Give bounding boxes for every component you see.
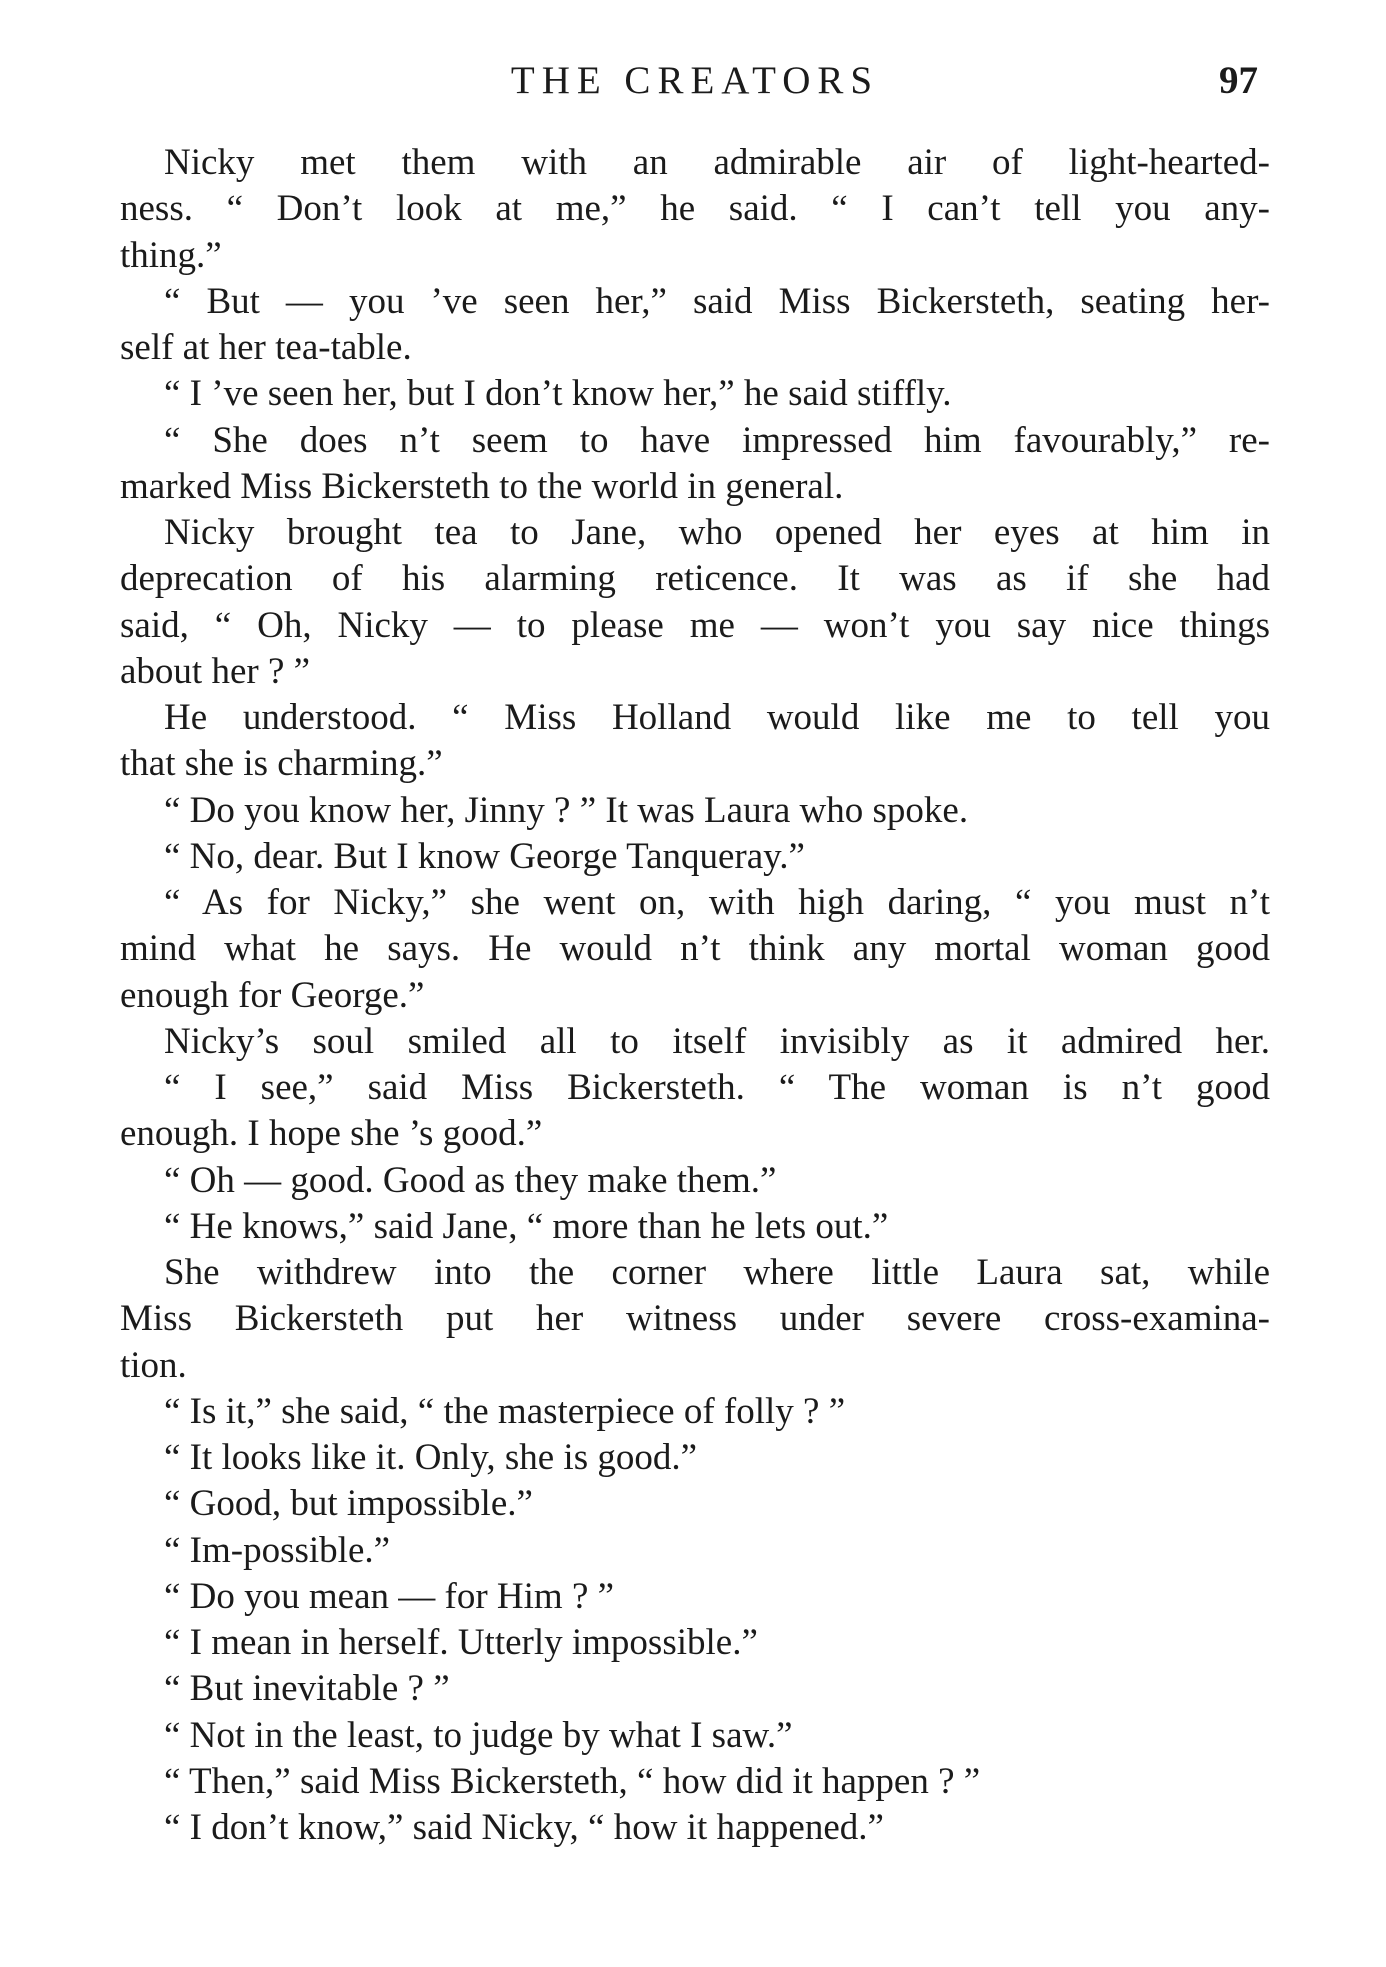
text-line: “ Im-possible.”	[164, 1529, 391, 1571]
text-line: “ Is it,” she said, “ the masterpiece of folly ? ”	[164, 1390, 846, 1432]
text-line: Nicky brought tea to Jane, who opened her eyes at him in	[164, 512, 1270, 553]
text-line: “ Good, but impossible.”	[164, 1483, 533, 1525]
text-line: “ No, dear. But I know George Tanqueray.”	[164, 835, 805, 877]
text-line: Nicky met them with an admirable air of light-hearted-	[164, 142, 1270, 183]
text-line: Nicky’s soul smiled all to itself invisibly as it admired her.	[164, 1020, 1270, 1062]
text-line: said, “ Oh, Nicky — to please me — won’t you say nice things	[120, 604, 1270, 646]
text-line: “ As for Nicky,” she went on, with high daring, “ you must n’t	[164, 882, 1270, 923]
text-line: self at her tea-table.	[120, 327, 412, 368]
text-line: “ But inevitable ? ”	[164, 1668, 450, 1710]
text-line: that she is charming.”	[120, 743, 443, 785]
body-text	[120, 140, 1270, 1851]
text-line: “ But — you ’ve seen her,” said Miss Bickersteth, seating her-	[164, 280, 1270, 322]
text-line: “ Do you mean — for Him ? ”	[164, 1575, 615, 1617]
text-line: “ I mean in herself. Utterly impossible.”	[164, 1622, 758, 1663]
text-line: tion.	[120, 1344, 187, 1386]
text-line: “ I ’ve seen her, but I don’t know her,” he said stiffly.	[164, 373, 952, 415]
text-line: Miss Bickersteth put her witness under severe cross-examina-	[120, 1298, 1270, 1340]
page-header	[120, 56, 1270, 106]
page-number: 97	[1219, 59, 1258, 102]
text-line: “ Not in the least, to judge by what I saw.”	[164, 1714, 793, 1756]
text-line: thing.”	[120, 234, 222, 276]
text-line: “ I see,” said Miss Bickersteth. “ The woman is n’t good	[164, 1067, 1270, 1108]
text-line: He understood. “ Miss Holland would like me to tell you	[164, 697, 1270, 738]
book-page	[120, 0, 1270, 1967]
text-line: “ Then,” said Miss Bickersteth, “ how did it happen ? ”	[164, 1760, 981, 1802]
text-line: deprecation of his alarming reticence. It was as if she had	[120, 558, 1270, 600]
text-line: “ I don’t know,” said Nicky, “ how it happened.”	[164, 1807, 884, 1848]
text-line: mind what he says. He would n’t think any mortal woman good	[120, 928, 1270, 970]
text-line: “ Oh — good. Good as they make them.”	[164, 1159, 777, 1201]
running-title: THE CREATORS	[510, 59, 880, 102]
text-line: enough. I hope she ’s good.”	[120, 1113, 543, 1155]
text-line: enough for George.”	[120, 974, 425, 1016]
text-line: She withdrew into the corner where little Laura sat, while	[164, 1252, 1270, 1293]
text-line: “ He knows,” said Jane, “ more than he lets out.”	[164, 1205, 889, 1247]
text-line: ness. “ Don’t look at me,” he said. “ I can’t tell you any-	[120, 188, 1270, 230]
text-line: marked Miss Bickersteth to the world in general.	[120, 465, 844, 507]
text-line: “ She does n’t seem to have impressed him favourably,” re-	[164, 419, 1270, 461]
text-line: “ It looks like it. Only, she is good.”	[164, 1437, 698, 1478]
text-line: “ Do you know her, Jinny ? ” It was Laura who spoke.	[164, 789, 969, 831]
text-line: about her ? ”	[120, 650, 311, 692]
